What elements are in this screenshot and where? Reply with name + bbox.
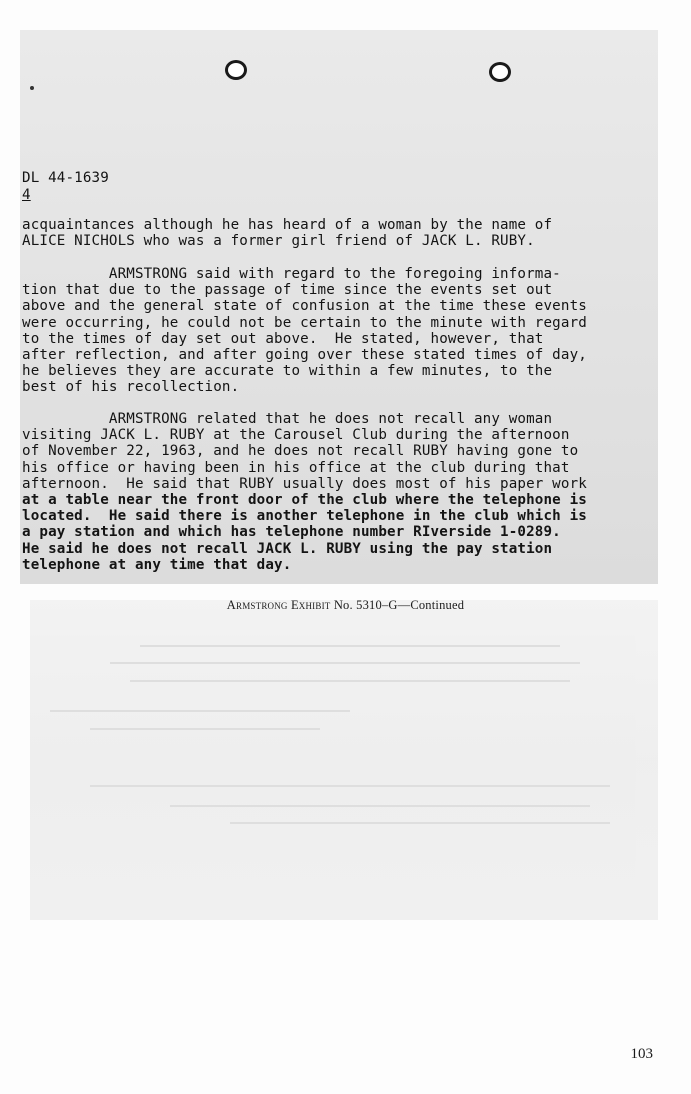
paragraph-line: after reflection, and after going over these stated times of day,: [22, 347, 587, 364]
paragraph-line: afternoon. He said that RUBY usually does most of his paper work: [22, 475, 587, 492]
paragraph-line: of November 22, 1963, and he does not recall RUBY having gone to: [22, 443, 579, 460]
paragraph-line: were occurring, he could not be certain to the minute with regard: [22, 314, 587, 331]
paragraph-line: ARMSTRONG said with regard to the foregoing informa-: [22, 266, 561, 282]
paragraph-line: above and the general state of confusion at the time these events: [22, 298, 587, 315]
paragraph-line: best of his recollection.: [22, 379, 240, 396]
paragraph-line: located. He said there is another telephone in the club which is: [22, 508, 587, 525]
page-reference: 4: [22, 187, 31, 203]
scan-mark: [30, 86, 34, 90]
paragraph-line: his office or having been in his office at the club during that: [22, 459, 570, 476]
punch-hole-right: [489, 62, 511, 82]
paragraph-line: tion that due to the passage of time since the events set out: [22, 282, 553, 299]
paragraph-line: a pay station and which has telephone number RIverside 1-0289.: [22, 524, 561, 541]
bleed-through-area: [30, 600, 658, 920]
paragraph-1: [22, 217, 552, 249]
paragraph-line: He said he does not recall JACK L. RUBY using the pay station: [22, 540, 553, 557]
paragraph-line: telephone at any time that day.: [22, 556, 292, 573]
paragraph-3: [22, 411, 587, 573]
paragraph-line: he believes they are accurate to within a few minutes, to the: [22, 363, 553, 380]
paragraph-line: acquaintances although he has heard of a woman by the name of: [22, 217, 553, 233]
paragraph-2: [22, 266, 587, 396]
punch-hole-left: [225, 60, 247, 80]
file-number: DL 44-1639: [22, 170, 109, 186]
paragraph-line: at a table near the front door of the club where the telephone is: [22, 492, 587, 509]
paragraph-line: to the times of day set out above. He stated, however, that: [22, 330, 544, 347]
exhibit-number: No. 5310–G—Continued: [333, 598, 465, 612]
paragraph-line: visiting JACK L. RUBY at the Carousel Club during the afternoon: [22, 427, 570, 444]
paragraph-line: ARMSTRONG related that he does not recall any woman: [22, 411, 553, 427]
page-number: 103: [630, 1046, 653, 1062]
paragraph-line: ALICE NICHOLS who was a former girl friend of JACK L. RUBY.: [22, 233, 535, 250]
exhibit-caption: [0, 598, 691, 613]
exhibit-name: Armstrong Exhibit: [226, 598, 331, 612]
